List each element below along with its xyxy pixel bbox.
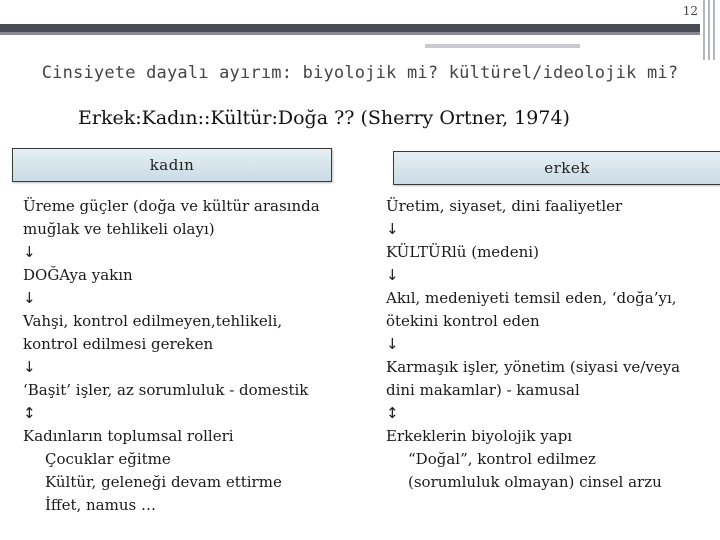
arrow-updown-icon: ↕ xyxy=(386,404,399,422)
text-line-indented: İffet, namus … xyxy=(45,496,156,514)
right-column-text xyxy=(386,195,716,494)
slide-corner-decoration xyxy=(700,0,720,60)
slide-accent-line xyxy=(425,44,580,48)
arrow-updown-icon: ↕ xyxy=(23,404,36,422)
text-line: ‘Başit’ işler, az sorumluluk - domestik xyxy=(23,381,309,399)
slide-header-band xyxy=(0,24,700,32)
arrow-down-icon: ↓ xyxy=(23,358,36,376)
text-line-indented: “Doğal”, kontrol edilmez xyxy=(408,450,596,468)
text-line: Üreme güçler (doğa ve kültür arasında xyxy=(23,197,320,215)
text-line: Erkeklerin biyolojik yapı xyxy=(386,427,573,445)
text-line-indented: (sorumluluk olmayan) cinsel arzu xyxy=(408,473,662,491)
text-line: DOĞAya yakın xyxy=(23,266,133,284)
text-line: Kadınların toplumsal rolleri xyxy=(23,427,234,445)
column-header-kadin: kadın xyxy=(12,148,332,182)
slide-title: Cinsiyete dayalı ayırım: biyolojik mi? kültürel/ideolojik mi? xyxy=(41,63,679,83)
arrow-down-icon: ↓ xyxy=(23,243,36,261)
left-column-text xyxy=(23,195,343,517)
slide-top-bar xyxy=(0,0,720,24)
arrow-down-icon: ↓ xyxy=(386,335,399,353)
text-line: Vahşi, kontrol edilmeyen,tehlikeli, xyxy=(23,312,283,330)
text-line: kontrol edilmesi gereken xyxy=(23,335,214,353)
text-line-indented: Çocuklar eğitme xyxy=(45,450,171,468)
arrow-down-icon: ↓ xyxy=(386,220,399,238)
text-line: Üretim, siyaset, dini faaliyetler xyxy=(386,197,623,215)
page-number: 12 xyxy=(682,4,698,18)
arrow-down-icon: ↓ xyxy=(386,266,399,284)
text-line: muğlak ve tehlikeli olayı) xyxy=(23,220,215,238)
text-line: KÜLTÜRlü (medeni) xyxy=(386,243,539,261)
text-line: ötekini kontrol eden xyxy=(386,312,540,330)
text-line: dini makamlar) - kamusal xyxy=(386,381,580,399)
text-line: Akıl, medeniyeti temsil eden, ‘doğa’yı, xyxy=(386,289,677,307)
text-line: Karmaşık işler, yönetim (siyasi ve/veya xyxy=(386,358,681,376)
slide-subtitle: Erkek:Kadın::Kültür:Doğa ?? (Sherry Ortner, 1974) xyxy=(78,107,570,129)
slide-header-band-shadow xyxy=(0,32,700,35)
arrow-down-icon: ↓ xyxy=(23,289,36,307)
text-line-indented: Kültür, geleneği devam ettirme xyxy=(45,473,282,491)
column-header-erkek: erkek xyxy=(393,151,720,185)
